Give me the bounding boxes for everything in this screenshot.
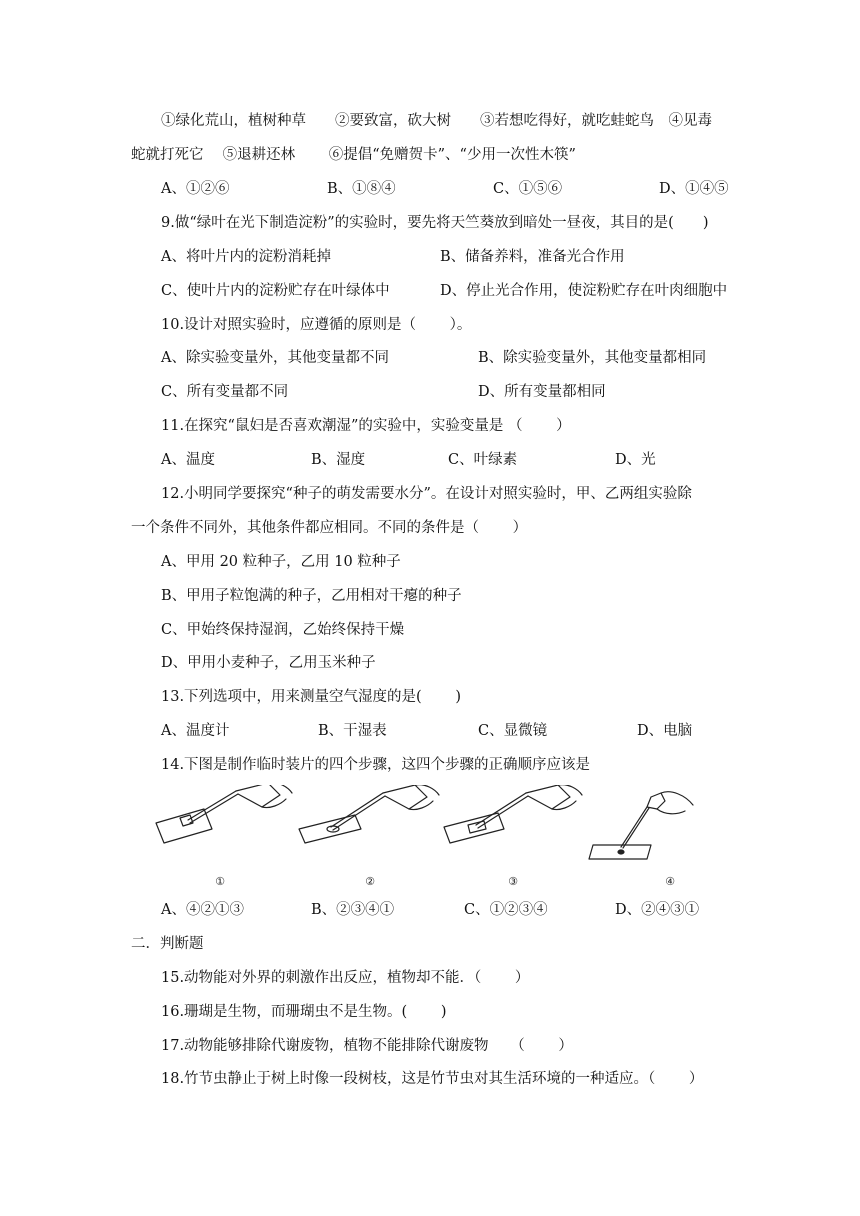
q14-option-b: B、②③④① <box>311 902 395 918</box>
judgement-item-16: 16.珊瑚是生物，而珊瑚虫不是生物。( ) <box>161 1004 447 1020</box>
q9-option-d: D、停止光合作用，使淀粉贮存在叶肉细胞中 <box>440 283 728 299</box>
slide-preparation-figure <box>150 785 730 895</box>
section-2-heading: 二．判断题 <box>131 936 204 952</box>
q8-option-c: C、①⑤⑥ <box>493 181 563 197</box>
q11-option-b: B、湿度 <box>311 452 366 468</box>
q12-option-c: C、甲始终保持湿润，乙始终保持干燥 <box>161 622 405 638</box>
step-3-drawing <box>444 785 582 843</box>
q11-option-c: C、叶绿素 <box>448 452 518 468</box>
q12-option-a: A、甲用 20 粒种子，乙用 10 粒种子 <box>161 554 401 570</box>
q14-option-d: D、②④③① <box>615 902 700 918</box>
intro-line-2: 蛇就打死它 ⑤退耕还林 ⑥提倡“免赠贺卡”、“少用一次性木筷” <box>131 147 576 163</box>
q9-stem: 9.做“绿叶在光下制造淀粉”的实验时，要先将天竺葵放到暗处一昼夜，其目的是( ) <box>161 215 709 231</box>
q12-option-d: D、甲用小麦种子，乙用玉米种子 <box>161 655 376 671</box>
q8-option-b: B、①⑧④ <box>327 181 396 197</box>
q13-stem: 13.下列选项中，用来测量空气湿度的是( ) <box>161 689 461 705</box>
q9-option-c: C、使叶片内的淀粉贮存在叶绿体中 <box>161 283 390 299</box>
q9-option-b: B、储备养料，准备光合作用 <box>440 249 625 265</box>
q14-stem: 14.下图是制作临时装片的四个步骤，这四个步骤的正确顺序应该是 <box>161 757 591 773</box>
q10-option-d: D、所有变量都相同 <box>478 384 606 400</box>
intro-line-1: ①绿化荒山，植树种草 ②要致富，砍大树 ③若想吃得好，就吃蛙蛇鸟 ④见毒 <box>161 113 712 129</box>
q13-option-d: D、电脑 <box>637 723 693 739</box>
q12-stem-line-1: 12.小明同学要探究“种子的萌发需要水分”。在设计对照实验时，甲、乙两组实验除 <box>161 486 692 502</box>
judgement-item-15: 15.动物能对外界的刺激作出反应，植物却不能．（ ） <box>161 970 530 986</box>
q10-option-c: C、所有变量都不同 <box>161 384 289 400</box>
q11-stem: 11.在探究“鼠妇是否喜欢潮湿”的实验中，实验变量是 （ ） <box>161 418 571 434</box>
q12-option-b: B、甲用子粒饱满的种子，乙用相对干瘪的种子 <box>161 588 462 604</box>
q11-option-a: A、温度 <box>161 452 215 468</box>
q13-option-b: B、干湿表 <box>318 723 387 739</box>
figure-label-2: ② <box>365 875 375 888</box>
q10-stem: 10.设计对照实验时，应遵循的原则是（ ）。 <box>161 317 472 333</box>
figure-label-1: ① <box>215 875 225 888</box>
q14-option-a: A、④②①③ <box>161 902 244 918</box>
q8-option-a: A、①②⑥ <box>161 181 230 197</box>
q10-option-a: A、除实验变量外，其他变量都不同 <box>161 350 389 366</box>
q11-option-d: D、光 <box>615 452 656 468</box>
step-2-drawing <box>299 785 439 843</box>
q10-option-b: B、除实验变量外，其他变量都相同 <box>478 350 707 366</box>
q8-option-d: D、①④⑤ <box>659 181 729 197</box>
figure-label-4: ④ <box>665 875 675 888</box>
step-4-drawing <box>589 792 693 859</box>
judgement-item-18: 18.竹节虫静止于树上时像一段树枝，这是竹节虫对其生活环境的一种适应。（ ） <box>161 1071 704 1087</box>
figure-label-3: ③ <box>508 875 518 888</box>
q14-option-c: C、①②③④ <box>464 902 548 918</box>
step-1-drawing <box>156 785 292 843</box>
q13-option-a: A、温度计 <box>161 723 230 739</box>
judgement-item-17: 17.动物能够排除代谢废物，植物不能排除代谢废物 （ ） <box>161 1038 573 1054</box>
q13-option-c: C、显微镜 <box>478 723 548 739</box>
q12-stem-line-2: 一个条件不同外，其他条件都应相同。不同的条件是（ ） <box>131 520 528 536</box>
q9-option-a: A、将叶片内的淀粉消耗掉 <box>161 249 331 265</box>
